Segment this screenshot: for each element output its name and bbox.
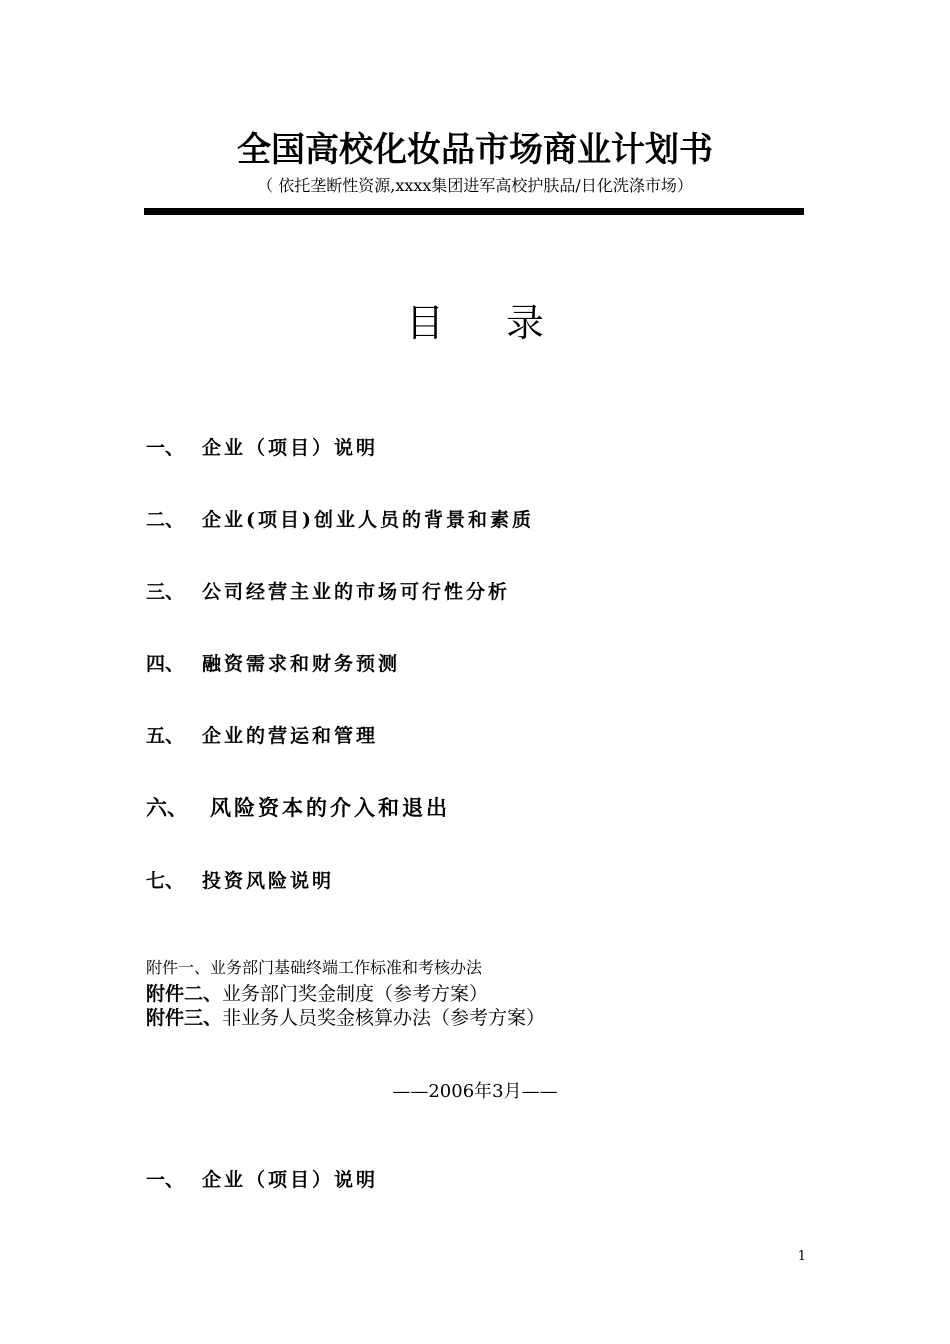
title-divider <box>144 208 804 215</box>
toc-item-number: 一、 <box>146 437 185 459</box>
toc-item-number: 二、 <box>146 509 185 531</box>
section-number: 一、 <box>146 1169 185 1191</box>
toc-item-number: 三、 <box>146 581 185 603</box>
section-text: 企业（项目）说明 <box>202 1169 379 1191</box>
toc-item-number: 六、 <box>146 795 188 820</box>
annex-text: 非业务人员奖金核算办法（参考方案） <box>222 1007 546 1029</box>
toc-item-5 <box>146 723 378 749</box>
toc-item-text: 企业的营运和管理 <box>202 725 379 747</box>
toc-item-text: 风险资本的介入和退出 <box>210 795 450 820</box>
annex-item-3 <box>146 1006 545 1030</box>
document-date: ——2006年3月—— <box>392 1081 558 1102</box>
toc-item-number: 四、 <box>146 653 185 675</box>
toc-item-text: 投资风险说明 <box>202 870 335 892</box>
section-heading <box>146 1167 378 1193</box>
annex-text: 业务部门基础终端工作标准和考核办法 <box>210 958 483 977</box>
toc-item-text: 融资需求和财务预测 <box>202 653 401 675</box>
annex-text: 业务部门奖金制度（参考方案） <box>222 983 489 1005</box>
toc-item-number: 五、 <box>146 725 185 747</box>
annex-prefix: 附件三、 <box>146 1007 223 1029</box>
annex-prefix: 附件一、 <box>146 958 211 977</box>
document-subtitle: （ 依托垄断性资源,xxxx集团进军高校护肤品/日化洗涤市场） <box>257 176 693 195</box>
annex-item-2 <box>146 982 488 1006</box>
annex-prefix: 附件二、 <box>146 983 223 1005</box>
toc-item-text: 企业(项目)创业人员的背景和素质 <box>202 509 534 531</box>
toc-item-2 <box>146 507 534 533</box>
toc-item-4 <box>146 651 400 677</box>
page-number: 1 <box>797 1249 806 1264</box>
toc-item-text: 公司经营主业的市场可行性分析 <box>202 581 511 603</box>
toc-item-3 <box>146 579 510 605</box>
toc-item-1 <box>146 435 378 461</box>
annex-item-1 <box>146 957 482 979</box>
toc-item-text: 企业（项目）说明 <box>202 437 379 459</box>
toc-item-number: 七、 <box>146 870 185 892</box>
toc-item-6 <box>146 795 450 821</box>
toc-item-7 <box>146 868 334 894</box>
document-title: 全国高校化妆品市场商业计划书 <box>237 130 713 170</box>
toc-heading: 目录 <box>405 301 606 345</box>
